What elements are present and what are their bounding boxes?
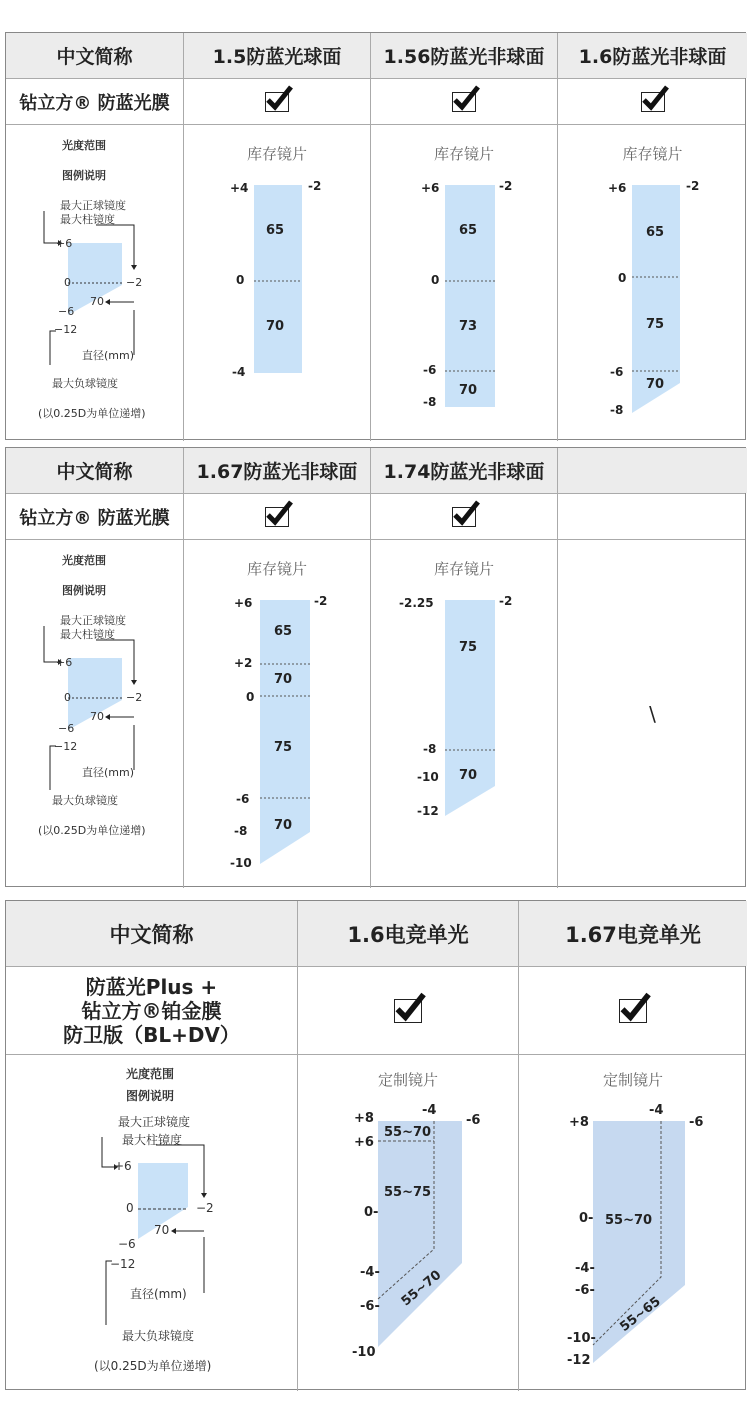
- empty-chart-cell: [558, 540, 747, 888]
- range-chart-3: [558, 125, 747, 441]
- empty-cell: [558, 494, 747, 539]
- legend-minus2: −2: [126, 691, 143, 704]
- legend-max-sph: 最大正球镜度: [118, 1115, 191, 1129]
- range-row: [6, 125, 745, 441]
- tick: 0: [431, 273, 440, 287]
- diameter-label: 70: [274, 818, 293, 833]
- header-name: 中文简称: [6, 448, 184, 493]
- custom-label: 定制镜片: [602, 1071, 663, 1089]
- header-col-1: 1.6电竞单光: [298, 901, 519, 966]
- header-col-2: 1.74防蓝光非球面: [371, 448, 558, 493]
- header-row: [6, 448, 745, 494]
- legend-minus6: −6: [118, 1237, 136, 1251]
- legend-plus6: +6: [56, 237, 73, 250]
- legend-minus12: −12: [54, 323, 78, 336]
- tick: -2: [499, 594, 513, 608]
- legend-max-cyl: 最大柱镜度: [60, 213, 115, 226]
- legend-cell: [6, 540, 184, 888]
- checkmark-icon: [394, 999, 422, 1023]
- legend-subtitle: 图例说明: [62, 169, 106, 182]
- legend-max-neg: 最大负球镜度: [52, 794, 118, 807]
- diameter-label: 75: [274, 740, 293, 755]
- range-label: 55~65: [617, 1294, 664, 1335]
- legend-minus6: −6: [58, 305, 75, 318]
- coating-label: [6, 967, 298, 1054]
- legend-zero: 0: [126, 1201, 134, 1215]
- stock-label: 库存镜片: [622, 145, 683, 163]
- tick: -2: [499, 179, 513, 193]
- table-2: [5, 447, 746, 887]
- checkmark-icon: [265, 92, 289, 112]
- tick: +2: [234, 656, 253, 670]
- legend-title: 光度范围: [62, 139, 106, 152]
- legend-max-neg: 最大负球镜度: [52, 377, 118, 390]
- tick: -2: [686, 179, 700, 193]
- tick: -6-: [575, 1283, 595, 1298]
- legend-zero: 0: [64, 276, 71, 289]
- legend-seventy: 70: [90, 295, 104, 308]
- legend-minus6: −6: [58, 722, 75, 735]
- legend-max-neg: 最大负球镜度: [122, 1329, 195, 1343]
- tick: -6: [610, 365, 624, 379]
- legend-minus2: −2: [126, 276, 143, 289]
- tick: -10: [230, 856, 252, 870]
- tick: -12: [567, 1353, 591, 1368]
- stock-label: 库存镜片: [246, 145, 307, 163]
- tick: -10: [352, 1345, 376, 1360]
- range-label: 55~70: [605, 1213, 653, 1228]
- table-3: [5, 900, 746, 1390]
- diameter-label: 65: [266, 223, 285, 238]
- coating-line: 防卫版（BL+DV）: [63, 1022, 240, 1047]
- tick: -4: [232, 365, 246, 379]
- legend-subtitle: 图例说明: [62, 584, 106, 597]
- range-label: 55~70: [398, 1267, 445, 1310]
- check-cell: [371, 79, 558, 124]
- tick: -8: [423, 395, 437, 409]
- legend-step: (以0.25D为单位递增): [38, 824, 146, 837]
- tick: -8: [610, 403, 624, 417]
- tick: -6-: [360, 1299, 380, 1314]
- check-cell: [371, 494, 558, 539]
- header-name: 中文简称: [6, 901, 298, 966]
- tick: +6: [608, 181, 627, 195]
- range-chart-2: [371, 125, 558, 441]
- legend-diameter: 直径(mm): [130, 1287, 187, 1301]
- legend-max-sph: 最大正球镜度: [60, 614, 126, 627]
- tick: 0: [236, 273, 245, 287]
- legend-minus2: −2: [196, 1201, 214, 1215]
- diameter-label: 75: [459, 640, 478, 655]
- checkmark-icon: [619, 999, 647, 1023]
- tick: -4-: [575, 1261, 595, 1276]
- header-col-2: 1.67电竞单光: [519, 901, 747, 966]
- legend-minus12: −12: [54, 740, 78, 753]
- tick: -4-: [360, 1265, 380, 1280]
- tick: 0-: [364, 1205, 379, 1220]
- coating-row: [6, 79, 745, 125]
- checkmark-icon: [452, 507, 476, 527]
- tick: -6: [689, 1115, 704, 1130]
- stock-label: 库存镜片: [433, 145, 494, 163]
- tick: -6: [423, 363, 437, 377]
- range-chart-1: [298, 1055, 519, 1391]
- header-col-1: 1.67防蓝光非球面: [184, 448, 371, 493]
- empty-mark: \: [649, 702, 656, 726]
- coating-line: 钻立方®铂金膜: [81, 998, 222, 1023]
- header-col-3: 1.6防蓝光非球面: [558, 33, 747, 78]
- checkmark-icon: [641, 92, 665, 112]
- header-row: [6, 901, 745, 967]
- legend-title: 光度范围: [126, 1067, 175, 1081]
- header-col-3: [558, 448, 747, 493]
- tick: -6: [466, 1113, 481, 1128]
- checkmark-icon: [452, 92, 476, 112]
- legend-max-sph: 最大正球镜度: [60, 199, 126, 212]
- stock-label: 库存镜片: [433, 560, 494, 578]
- legend-zero: 0: [64, 691, 71, 704]
- coating-label: 钻立方® 防蓝光膜: [6, 79, 184, 124]
- check-cell: [519, 967, 747, 1054]
- tick: -2: [308, 179, 322, 193]
- legend-step: (以0.25D为单位递增): [94, 1359, 212, 1373]
- range-row: [6, 540, 745, 888]
- tick: -12: [417, 804, 439, 818]
- tick: 0: [618, 271, 627, 285]
- tick: +8: [354, 1111, 374, 1126]
- legend-seventy: 70: [154, 1223, 170, 1237]
- tick: -8: [234, 824, 248, 838]
- legend-minus12: −12: [110, 1257, 136, 1271]
- diameter-label: 70: [459, 383, 478, 398]
- coating-row: [6, 967, 745, 1055]
- legend-plus6: +6: [114, 1159, 132, 1173]
- legend-cell: [6, 1055, 298, 1391]
- range-row: [6, 1055, 745, 1391]
- table-1: [5, 32, 746, 440]
- range-label: 55~70: [384, 1125, 432, 1140]
- diameter-label: 70: [266, 319, 285, 334]
- tick: -8: [423, 742, 437, 756]
- tick: +4: [230, 181, 249, 195]
- tick: -10: [417, 770, 439, 784]
- tick: -2: [314, 594, 328, 608]
- range-chart-1: [184, 540, 371, 888]
- tick: 0-: [579, 1211, 594, 1226]
- legend-subtitle: 图例说明: [126, 1089, 175, 1103]
- diameter-label: 65: [274, 624, 293, 639]
- range-chart-2: [371, 540, 558, 888]
- header-col-1: 1.5防蓝光球面: [184, 33, 371, 78]
- legend-plus6: +6: [56, 656, 73, 669]
- custom-label: 定制镜片: [377, 1071, 438, 1089]
- stock-label: 库存镜片: [246, 560, 307, 578]
- legend-title: 光度范围: [62, 554, 106, 567]
- legend-cell: [6, 125, 184, 441]
- tick: -6: [236, 792, 250, 806]
- range-label: 55~75: [384, 1185, 432, 1200]
- check-cell: [184, 79, 371, 124]
- tick: +6: [421, 181, 440, 195]
- tick: 0: [246, 690, 255, 704]
- tick: -10-: [567, 1331, 596, 1346]
- legend-max-cyl: 最大柱镜度: [122, 1133, 183, 1147]
- tick: -4: [422, 1103, 437, 1118]
- diameter-label: 70: [274, 672, 293, 687]
- tick: -2.25: [399, 596, 434, 610]
- tick: +6: [234, 596, 253, 610]
- diameter-label: 73: [459, 319, 478, 334]
- check-cell: [184, 494, 371, 539]
- tick: +8: [569, 1115, 589, 1130]
- checkmark-icon: [265, 507, 289, 527]
- header-col-2: 1.56防蓝光非球面: [371, 33, 558, 78]
- diameter-label: 70: [646, 377, 665, 392]
- coating-row: [6, 494, 745, 540]
- diameter-label: 65: [459, 223, 478, 238]
- check-cell: [298, 967, 519, 1054]
- tick: -4: [649, 1103, 664, 1118]
- legend-diameter: 直径(mm): [82, 766, 135, 779]
- diameter-label: 65: [646, 225, 665, 240]
- coating-line: 防蓝光Plus +: [85, 974, 218, 999]
- legend-diameter: 直径(mm): [82, 349, 135, 362]
- coating-label: 钻立方® 防蓝光膜: [6, 494, 184, 539]
- range-chart-1: [184, 125, 371, 441]
- diameter-label: 70: [459, 768, 478, 783]
- header-row: [6, 33, 745, 79]
- legend-step: (以0.25D为单位递增): [38, 407, 146, 420]
- header-name: 中文简称: [6, 33, 184, 78]
- legend-max-cyl: 最大柱镜度: [60, 628, 115, 641]
- legend-seventy: 70: [90, 710, 104, 723]
- range-chart-2: [519, 1055, 747, 1391]
- check-cell: [558, 79, 747, 124]
- diameter-label: 75: [646, 317, 665, 332]
- tick: +6: [354, 1135, 374, 1150]
